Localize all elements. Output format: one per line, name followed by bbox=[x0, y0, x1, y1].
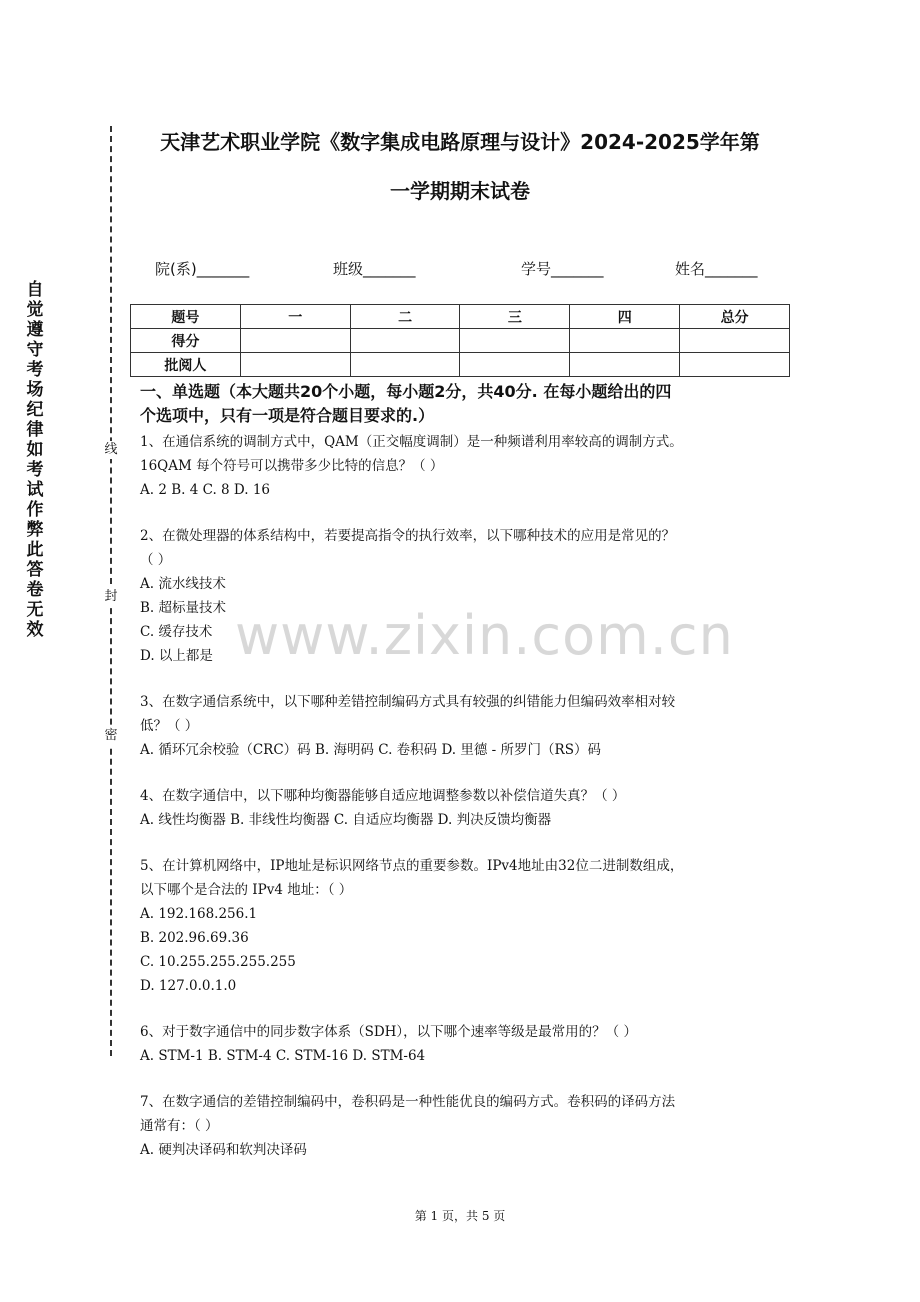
question-text: 3、在数字通信系统中，以下哪种差错控制编码方式具有较强的纠错能力但编码效率相对较 bbox=[140, 694, 676, 710]
option-c: C. 缓存技术 bbox=[140, 624, 213, 640]
score-cell bbox=[460, 329, 570, 353]
grader-row bbox=[131, 353, 790, 377]
question-text: 7、在数字通信的差错控制编码中，卷积码是一种性能优良的编码方式。卷积码的译码方法 bbox=[140, 1094, 676, 1110]
question-1 bbox=[140, 430, 785, 502]
option-d: D. 以上都是 bbox=[140, 648, 213, 664]
question-6 bbox=[140, 1020, 785, 1068]
score-cell bbox=[350, 329, 460, 353]
student-info-row bbox=[155, 258, 785, 282]
option-c: C. 10.255.255.255.255 bbox=[140, 954, 296, 970]
question-text: 低？（ ） bbox=[140, 718, 199, 734]
option-b: B. 202.96.69.36 bbox=[140, 930, 249, 946]
table-cell: 题号 bbox=[131, 305, 241, 329]
question-options: A. 循环冗余校验（CRC）码 B. 海明码 C. 卷积码 D. 里德 - 所罗门（RS）码 bbox=[140, 742, 601, 758]
score-cell bbox=[240, 329, 350, 353]
student-id-field[interactable]: 学号_______ bbox=[521, 260, 604, 278]
section-heading-line: 个选项中，只有一项是符合题目要求的.） bbox=[140, 406, 435, 425]
exam-title-line1: 天津艺术职业学院《数字集成电路原理与设计》2024-2025学年第 bbox=[160, 130, 760, 154]
question-text: 16QAM 每个符号可以携带多少比特的信息？（ ） bbox=[140, 458, 444, 474]
question-options: A. STM-1 B. STM-4 C. STM-16 D. STM-64 bbox=[140, 1048, 426, 1064]
question-text: 2、在微处理器的体系结构中，若要提高指令的执行效率，以下哪种技术的应用是常见的？ bbox=[140, 528, 676, 544]
table-cell: 二 bbox=[350, 305, 460, 329]
score-table-header-row bbox=[131, 305, 790, 329]
grader-cell bbox=[570, 353, 680, 377]
question-7 bbox=[140, 1090, 785, 1162]
grader-cell bbox=[680, 353, 790, 377]
table-cell: 一 bbox=[240, 305, 350, 329]
grader-cell bbox=[350, 353, 460, 377]
question-text: 1、在通信系统的调制方式中，QAM（正交幅度调制）是一种频谱利用率较高的调制方式。 bbox=[140, 434, 683, 450]
option-a: A. 硬判决译码和软判决译码 bbox=[140, 1142, 307, 1158]
score-table bbox=[130, 304, 790, 377]
score-cell bbox=[680, 329, 790, 353]
question-options: A. 线性均衡器 B. 非线性均衡器 C. 自适应均衡器 D. 判决反馈均衡器 bbox=[140, 812, 552, 828]
option-a: A. 流水线技术 bbox=[140, 576, 226, 592]
option-b: B. 超标量技术 bbox=[140, 600, 227, 616]
table-cell: 三 bbox=[460, 305, 570, 329]
exam-discipline-notice: 自觉遵守考场纪律如考试作弊此答卷无效 bbox=[26, 280, 44, 640]
department-field[interactable]: 院(系)_______ bbox=[155, 260, 250, 278]
score-cell bbox=[570, 329, 680, 353]
exam-title-line2: 一学期期末试卷 bbox=[390, 179, 530, 203]
table-cell: 批阅人 bbox=[131, 353, 241, 377]
question-options: A. 2 B. 4 C. 8 D. 16 bbox=[140, 482, 271, 498]
question-text: 4、在数字通信中，以下哪种均衡器能够自适应地调整参数以补偿信道失真？（ ） bbox=[140, 788, 626, 804]
table-cell: 得分 bbox=[131, 329, 241, 353]
question-text: 通常有：（ ） bbox=[140, 1118, 219, 1134]
question-4 bbox=[140, 784, 785, 832]
option-a: A. 192.168.256.1 bbox=[140, 906, 258, 922]
question-2 bbox=[140, 524, 785, 668]
section-heading-line: 一、单选题（本大题共20个小题，每小题2分，共40分. 在每小题给出的四 bbox=[140, 382, 672, 401]
watermark: www.zixin.com.cn bbox=[235, 604, 734, 667]
exam-content bbox=[140, 380, 785, 1184]
section-heading bbox=[140, 380, 785, 428]
question-text: 5、在计算机网络中，IP地址是标识网络节点的重要参数。IPv4地址由32位二进制数组成， bbox=[140, 858, 684, 874]
question-text: 以下哪个是合法的 IPv4 地址：（ ） bbox=[140, 882, 353, 898]
seal-mark-secret: 密 bbox=[104, 728, 118, 743]
question-text: （ ） bbox=[140, 552, 172, 568]
class-field[interactable]: 班级_______ bbox=[333, 260, 416, 278]
score-row bbox=[131, 329, 790, 353]
question-text: 6、对于数字通信中的同步数字体系（SDH），以下哪个速率等级是最常用的？（ ） bbox=[140, 1024, 637, 1040]
page-footer: 第 1 页，共 5 页 bbox=[414, 1209, 506, 1223]
question-3 bbox=[140, 690, 785, 762]
question-5 bbox=[140, 854, 785, 998]
name-field[interactable]: 姓名_______ bbox=[675, 260, 758, 278]
table-cell: 总分 bbox=[680, 305, 790, 329]
table-cell: 四 bbox=[570, 305, 680, 329]
seal-mark-seal: 封 bbox=[104, 589, 118, 604]
grader-cell bbox=[240, 353, 350, 377]
seal-mark-line: 线 bbox=[104, 442, 118, 457]
grader-cell bbox=[460, 353, 570, 377]
option-d: D. 127.0.0.1.0 bbox=[140, 978, 237, 994]
